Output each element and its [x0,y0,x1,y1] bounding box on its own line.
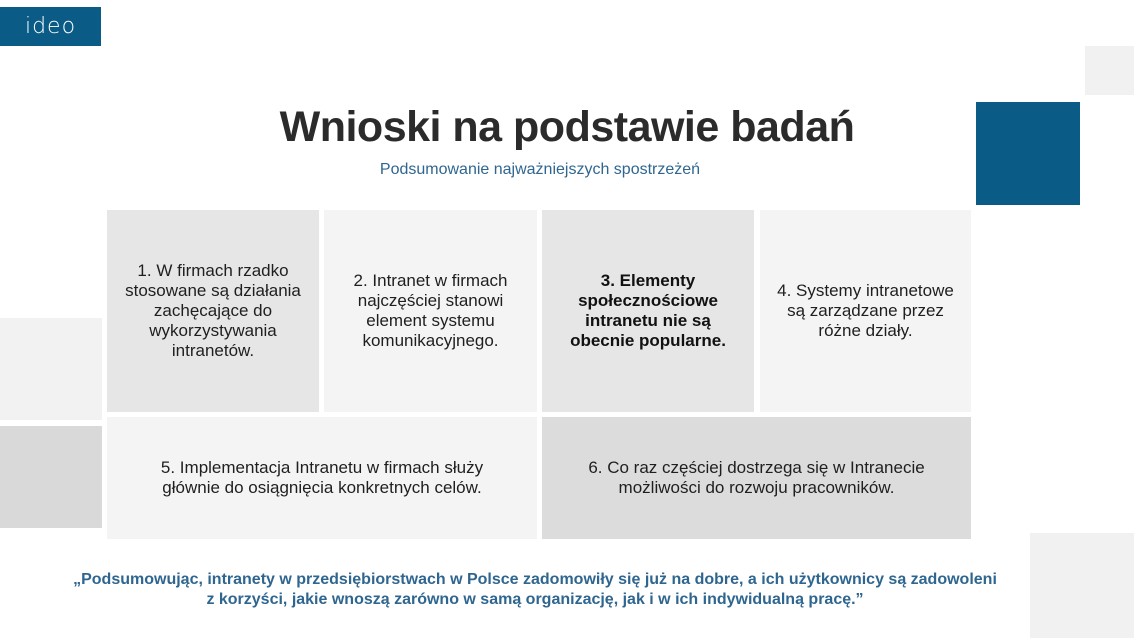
decorative-square [0,426,102,528]
finding-card-4 [760,210,971,412]
finding-text: 6. Co raz częściej dostrzega się w Intranecie możliwości do rozwoju pracowników. [588,458,925,497]
finding-text: 5. Implementacja Intranetu w firmach służy głównie do osiągnięcia konkretnych celów. [160,458,484,497]
decorative-square [1030,533,1134,638]
finding-text: 3. Elementy społecznościowe intranetu nie są obecnie popularne. [570,271,726,350]
decorative-square [0,318,102,420]
page-subtitle: Podsumowanie najważniejszych spostrzeżeń [379,161,701,178]
summary-quote: „Podsumowując, intranety w przedsiębiorstwach w Polsce zadomowiły się już na dobre, a ich użytkownicy są zadowoleni z korzyści, jakie wnoszą zarówno w samą organizację, jak i w ich indywidualną pracę.” [73,571,997,608]
finding-card-1 [107,210,319,412]
finding-text: 1. W firmach rzadko stosowane są działania zachęcające do wykorzystywania intranetów. [125,261,301,360]
finding-text: 4. Systemy intranetowe są zarządzane przez różne działy. [777,281,954,340]
finding-card-3 [542,210,754,412]
finding-card-2 [324,210,537,412]
finding-text: 2. Intranet w firmach najczęściej stanowi element systemu komunikacyjnego. [353,271,508,350]
finding-card-6 [542,417,971,539]
ideo-logo: ideo [0,7,101,46]
finding-card-5 [107,417,537,539]
page-title: Wnioski na podstawie badań [279,103,855,151]
decorative-square [1085,46,1134,95]
